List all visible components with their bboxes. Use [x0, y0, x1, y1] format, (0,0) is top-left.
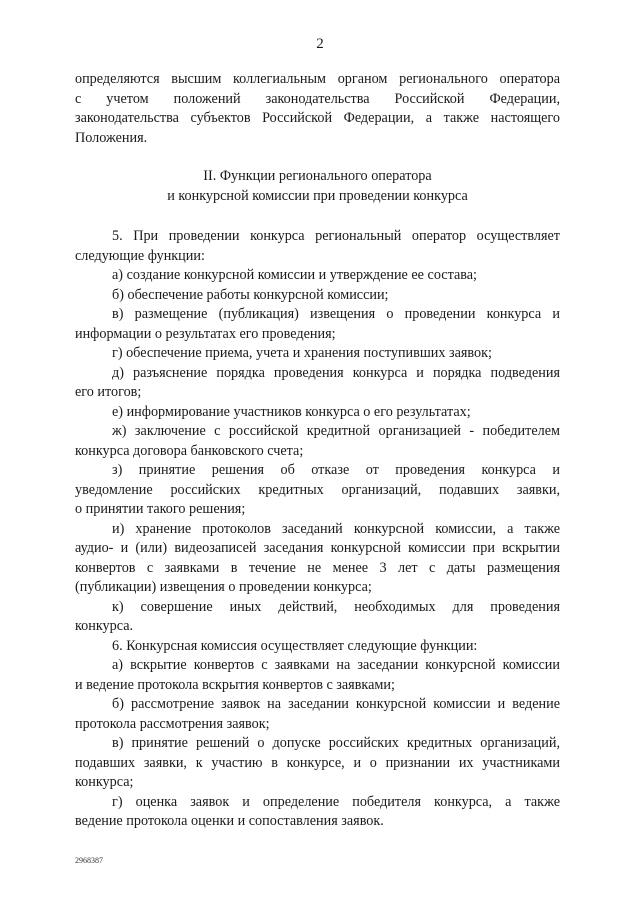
list-item: а) вскрытие конвертов с заявками на заседании конкурсной комиссии — [112, 657, 560, 673]
heading-line: и конкурсной комиссии при проведении конкурса — [167, 187, 468, 204]
text-line: его итогов; — [75, 384, 142, 400]
heading-line: II. Функции регионального оператора — [203, 168, 432, 184]
list-item: в) размещение (публикация) извещения о проведении конкурса и — [112, 306, 560, 322]
list-item: в) принятие решений о допуске российских кредитных организаций, — [112, 735, 560, 751]
list-item: к) совершение иных действий, необходимых для проведения — [112, 598, 560, 615]
list-item: г) обеспечение приема, учета и хранения поступивших заявок; — [112, 345, 492, 361]
text-line: (публикации) извещения о проведении конкурса; — [75, 579, 372, 595]
footer-document-code: 2968387 — [75, 856, 103, 865]
text-line: конвертов с заявками в течение не менее 3 лет с даты размещения — [75, 559, 560, 576]
text-line: 6. Конкурсная комиссия осуществляет следующие функции: — [112, 637, 478, 654]
list-item: б) обеспечение работы конкурсной комиссии; — [112, 286, 389, 303]
list-item: г) оценка заявок и определение победителя конкурса, а также — [112, 793, 560, 810]
text-line: уведомление российских кредитных организаций, подавших заявки, — [75, 481, 560, 498]
list-item: и) хранение протоколов заседаний конкурсной комиссии, а также — [112, 520, 560, 537]
text-line: определяются высшим коллегиальным органом регионального оператора — [75, 71, 560, 87]
text-line: 5. При проведении конкурса региональный оператор осуществляет — [112, 228, 560, 244]
text-line: конкурса договора банковского счета; — [75, 442, 304, 459]
text-line: и ведение протокола вскрытия конвертов с заявками; — [75, 676, 395, 693]
list-item: а) создание конкурсной комиссии и утверждение ее состава; — [112, 267, 477, 283]
section-heading — [75, 167, 560, 206]
text-line: ведение протокола оценки и сопоставления заявок. — [75, 813, 384, 829]
list-item: б) рассмотрение заявок на заседании конкурсной комиссии и ведение — [112, 696, 560, 712]
list-item: ж) заключение с российской кредитной организацией - победителем — [112, 423, 560, 439]
document-body — [75, 70, 560, 832]
text-line: конкурса; — [75, 774, 134, 790]
text-line: законодательства субъектов Российской Федерации, а также настоящего — [75, 110, 560, 126]
text-line: Положения. — [75, 129, 148, 146]
text-line: аудио- и (или) видеозаписей заседания конкурсной комиссии при вскрытии — [75, 540, 560, 556]
intro-paragraph — [75, 70, 560, 148]
text-line: протокола рассмотрения заявок; — [75, 715, 270, 732]
text-line: следующие функции: — [75, 247, 205, 264]
clause-6 — [75, 637, 560, 832]
text-line: с учетом положений законодательства Российской Федерации, — [75, 90, 560, 107]
text-line: подавших заявки, к участию в конкурсе, и о признании их участниками — [75, 754, 560, 771]
text-line: о принятии такого решения; — [75, 501, 246, 517]
list-item: з) принятие решения об отказе от проведения конкурса и — [112, 462, 560, 478]
text-line: конкурса. — [75, 618, 134, 634]
text-line: информации о результатах его проведения; — [75, 325, 336, 342]
list-item: е) информирование участников конкурса о его результатах; — [112, 403, 471, 420]
clause-5 — [75, 227, 560, 637]
list-item: д) разъяснение порядка проведения конкурса и порядка подведения — [112, 364, 560, 381]
page-number: 2 — [316, 36, 324, 52]
